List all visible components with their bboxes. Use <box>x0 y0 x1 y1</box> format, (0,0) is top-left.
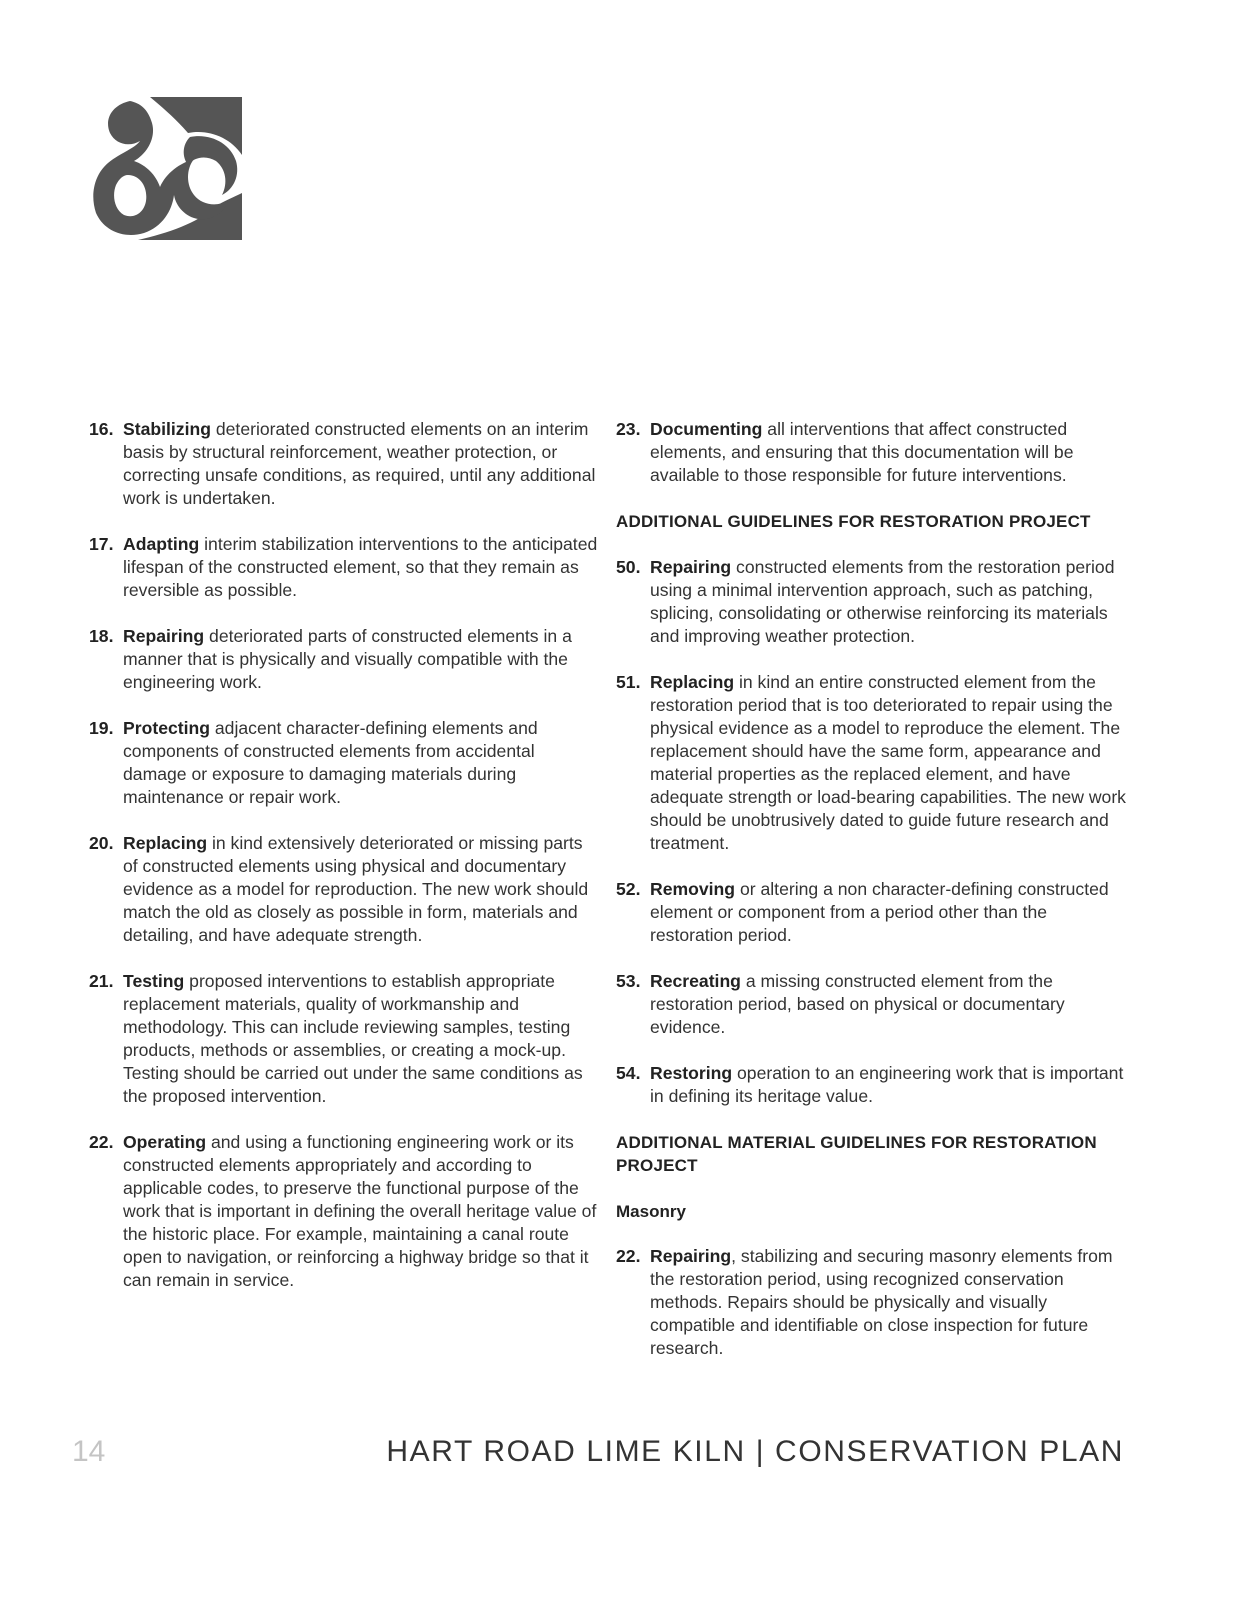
item-keyword: Replacing <box>650 672 735 692</box>
page-number: 14 <box>72 1435 106 1468</box>
guideline-item-54 <box>616 1062 1128 1108</box>
item-keyword: Removing <box>650 879 736 899</box>
guideline-item-22 <box>89 1131 601 1292</box>
item-keyword: Operating <box>123 1132 207 1152</box>
item-keyword: Stabilizing <box>123 419 211 439</box>
item-keyword: Testing <box>123 971 185 991</box>
guideline-item-50 <box>616 556 1128 648</box>
item-text: adjacent character-defining elements and components of constructed elements from accidental damage or exposure to damaging materials during maintenance or repair work. <box>123 718 538 807</box>
guideline-item-masonry-22 <box>616 1245 1128 1360</box>
item-text: deteriorated parts of constructed elements in a manner that is physically and visually compatible with the engineering work. <box>123 626 572 692</box>
item-keyword: Documenting <box>650 419 763 439</box>
subheading-masonry: Masonry <box>616 1202 686 1221</box>
ampersand-logo-icon <box>90 97 242 240</box>
guideline-item-23 <box>616 418 1128 487</box>
guideline-item-52 <box>616 878 1128 947</box>
item-number: 17. <box>89 534 114 554</box>
guideline-item-18 <box>89 625 601 694</box>
right-column <box>616 418 1128 1383</box>
item-text: all interventions that affect constructed elements, and ensuring that this documentation will be available to those responsible for future interventions. <box>650 419 1074 485</box>
section-heading-restoration: ADDITIONAL GUIDELINES FOR RESTORATION PROJECT <box>616 512 1091 531</box>
item-text: , stabilizing and securing masonry elements from the restoration period, using recognized conservation methods. Repairs should be physically and visually compatible and identifiable on close inspection for future research. <box>650 1246 1113 1358</box>
item-number: 50. <box>616 557 641 577</box>
item-text: proposed interventions to establish appropriate replacement materials, quality of workmanship and methodology. This can include reviewing samples, testing products, methods or assemblies, or creating a mock-up. Testing should be carried out under the same conditions as the proposed intervention. <box>123 971 583 1106</box>
item-number: 22. <box>89 1132 114 1152</box>
item-number: 52. <box>616 879 641 899</box>
item-number: 18. <box>89 626 114 646</box>
item-text: deteriorated constructed elements on an interim basis by structural reinforcement, weather protection, or correcting unsafe conditions, as required, until any additional work is undertaken. <box>123 419 596 508</box>
guideline-item-20 <box>89 832 601 947</box>
guideline-item-17 <box>89 533 601 602</box>
item-number: 22. <box>616 1246 641 1266</box>
item-number: 20. <box>89 833 114 853</box>
guideline-item-51 <box>616 671 1128 855</box>
item-keyword: Adapting <box>123 534 200 554</box>
section-heading-material: ADDITIONAL MATERIAL GUIDELINES FOR RESTORATION PROJECT <box>616 1133 1097 1175</box>
item-number: 19. <box>89 718 114 738</box>
item-keyword: Repairing <box>650 557 732 577</box>
item-text: or altering a non character-defining constructed element or component from a period other than the restoration period. <box>650 879 1109 945</box>
item-keyword: Repairing <box>650 1246 732 1266</box>
item-text: in kind an entire constructed element from the restoration period that is too deteriorated to repair using the physical evidence as a model to reproduce the element. The replacement should have the same form, appearance and material properties as the replaced element, and have adequate strength or load-bearing capabilities. The new work should be unobtrusively dated to guide future research and treatment. <box>650 672 1126 853</box>
guideline-item-53 <box>616 970 1128 1039</box>
item-keyword: Restoring <box>650 1063 733 1083</box>
item-text: constructed elements from the restoration period using a minimal intervention approach, such as patching, splicing, consolidating or otherwise reinforcing its materials and improving weather protection. <box>650 557 1115 646</box>
item-number: 16. <box>89 419 114 439</box>
item-keyword: Replacing <box>123 833 208 853</box>
item-text: interim stabilization interventions to the anticipated lifespan of the constructed element, so that they remain as reversible as possible. <box>123 534 598 600</box>
item-keyword: Protecting <box>123 718 210 738</box>
guideline-item-19 <box>89 717 601 809</box>
item-number: 54. <box>616 1063 641 1083</box>
item-text: in kind extensively deteriorated or missing parts of constructed elements using physical and documentary evidence as a model for reproduction. The new work should match the old as closely as possible in form, materials and detailing, and have adequate strength. <box>123 833 589 945</box>
guideline-item-21 <box>89 970 601 1108</box>
item-number: 51. <box>616 672 641 692</box>
item-text: operation to an engineering work that is important in defining its heritage value. <box>650 1063 1124 1106</box>
item-text: and using a functioning engineering work or its constructed elements appropriately and according to applicable codes, to preserve the functional purpose of the work that is important in defining the overall heritage value of the historic place. For example, maintaining a canal route open to navigation, or reinforcing a highway bridge so that it can remain in service. <box>123 1132 597 1290</box>
item-text: a missing constructed element from the restoration period, based on physical or documentary evidence. <box>650 971 1065 1037</box>
left-column <box>89 418 601 1315</box>
item-keyword: Repairing <box>123 626 205 646</box>
item-keyword: Recreating <box>650 971 741 991</box>
item-number: 23. <box>616 419 641 439</box>
guideline-item-16 <box>89 418 601 510</box>
document-title: HART ROAD LIME KILN | CONSERVATION PLAN <box>386 1435 1124 1468</box>
item-number: 21. <box>89 971 114 991</box>
item-number: 53. <box>616 971 641 991</box>
